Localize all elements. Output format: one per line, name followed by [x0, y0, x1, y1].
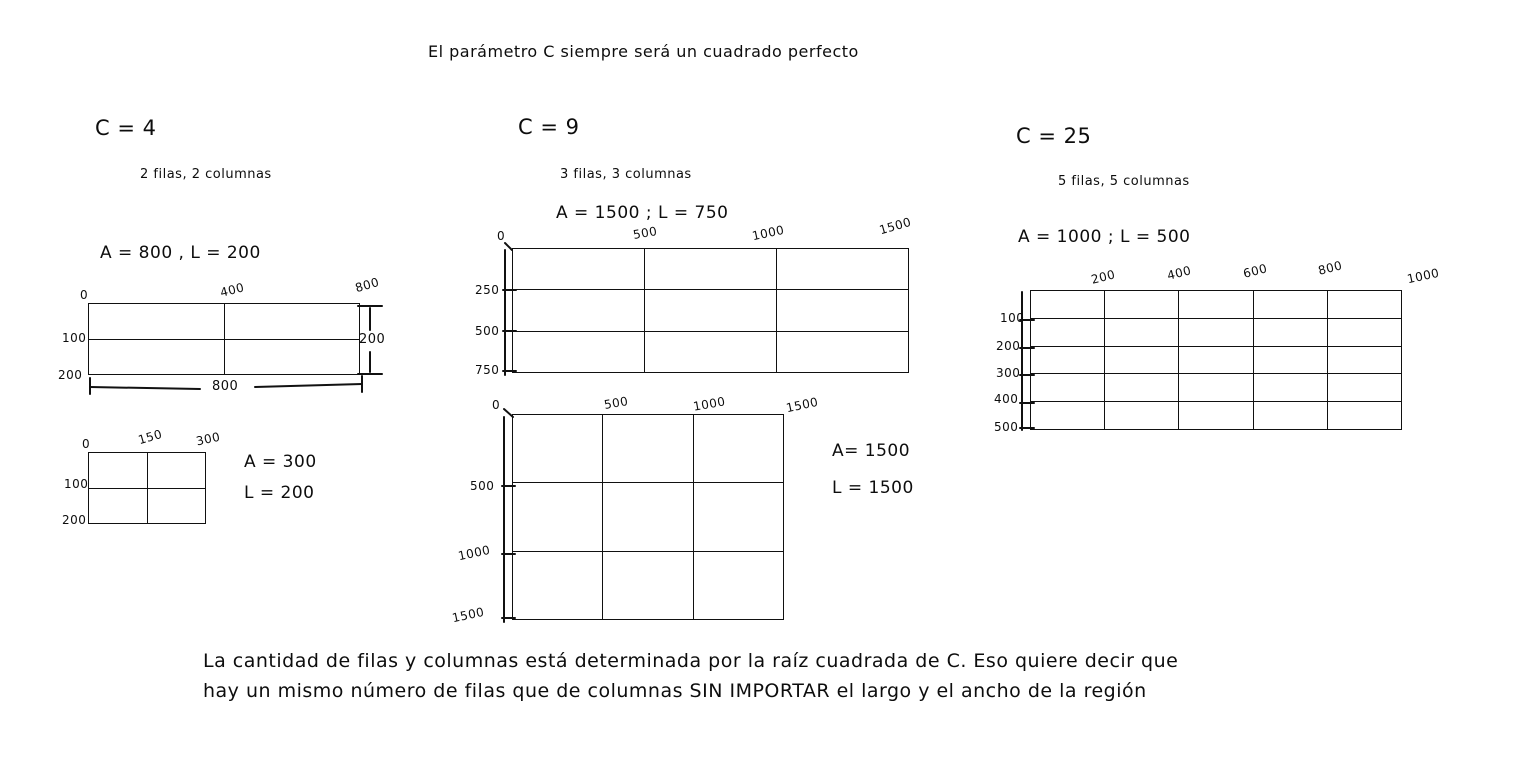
grid-cell [645, 249, 777, 290]
grid-cell [1105, 291, 1179, 319]
grid-cell [777, 332, 909, 373]
axis-y-tick: 200 [996, 339, 1021, 353]
label-a-c4-second: A = 300 [244, 452, 317, 472]
label-a-c9-second: A= 1500 [832, 441, 911, 461]
axis-x-tick: 1500 [877, 214, 913, 238]
grid-cell [89, 489, 148, 525]
grid-cell [225, 340, 361, 376]
axis-y-tick: 250 [475, 283, 500, 297]
height-annotation-c4: 200 [359, 332, 386, 347]
grid-cell [1031, 319, 1105, 347]
axis-x-tick: 300 [194, 429, 222, 449]
axis-x-tick: 0 [492, 398, 501, 412]
axis-y-tick: 100 [62, 331, 87, 345]
grid-cell [1105, 319, 1179, 347]
case-dims-c4: A = 800 , L = 200 [100, 243, 261, 263]
grid-cell [1105, 374, 1179, 402]
axis-x-tick: 0 [80, 288, 89, 302]
axis-x-tick: 150 [136, 426, 164, 448]
grid-c9-second [512, 414, 784, 620]
grid-cell [1254, 291, 1328, 319]
grid-cell [1179, 402, 1253, 430]
grid-c9-main [512, 248, 909, 373]
footer-line-2: hay un mismo número de filas que de columnas SIN IMPORTAR el largo y el ancho de la región [203, 680, 1147, 702]
case-title-c25: C = 25 [1016, 124, 1092, 148]
axis-y-tick: 1500 [450, 604, 486, 626]
grid-cell [225, 304, 361, 340]
axis-y-tick: 500 [470, 479, 495, 493]
grid-cell [603, 415, 693, 483]
grid-cell [1105, 347, 1179, 375]
grid-cell [1254, 319, 1328, 347]
grid-cell [1328, 374, 1402, 402]
grid-cell [777, 290, 909, 331]
case-title-c4: C = 4 [95, 116, 157, 140]
grid-cell [513, 249, 645, 290]
width-annotation-c4: 800 [212, 379, 239, 394]
axis-y-tick: 100 [1000, 311, 1025, 325]
grid-cell [1179, 347, 1253, 375]
grid-cell [148, 489, 207, 525]
grid-cell [1031, 374, 1105, 402]
grid-cell [603, 483, 693, 551]
axis-x-tick: 200 [1089, 267, 1117, 287]
grid-cell [89, 304, 225, 340]
grid-c4-main [88, 303, 360, 375]
grid-cell [777, 249, 909, 290]
case-dims-c25: A = 1000 ; L = 500 [1018, 227, 1191, 247]
grid-cell [1254, 347, 1328, 375]
case-subtitle-c9: 3 filas, 3 columnas [560, 167, 692, 182]
axis-x-tick: 500 [602, 393, 630, 413]
grid-cell [1179, 374, 1253, 402]
axis-y-tick: 750 [475, 363, 500, 377]
grid-c4-second [88, 452, 206, 524]
grid-cell [603, 552, 693, 620]
grid-cell [1328, 347, 1402, 375]
grid-cell [645, 332, 777, 373]
footer-line-1: La cantidad de filas y columnas está determinada por la raíz cuadrada de C. Eso quiere decir que [203, 650, 1179, 672]
case-subtitle-c25: 5 filas, 5 columnas [1058, 174, 1190, 189]
grid-cell [148, 453, 207, 489]
case-subtitle-c4: 2 filas, 2 columnas [140, 167, 272, 182]
grid-cell [1105, 402, 1179, 430]
axis-x-tick: 1500 [784, 394, 820, 416]
axis-x-tick: 1000 [1405, 265, 1441, 287]
grid-cell [89, 453, 148, 489]
grid-cell [1254, 402, 1328, 430]
grid-cell [1031, 291, 1105, 319]
grid-cell [1254, 374, 1328, 402]
axis-y-tick: 500 [994, 420, 1019, 434]
grid-cell [1179, 291, 1253, 319]
axis-x-tick: 1000 [692, 394, 727, 414]
grid-c25-main [1030, 290, 1402, 430]
axis-x-tick: 400 [218, 280, 246, 300]
page-caption: El parámetro C siempre será un cuadrado perfecto [428, 42, 859, 61]
axis-y-tick: 500 [475, 324, 500, 338]
grid-cell [645, 290, 777, 331]
grid-cell [513, 332, 645, 373]
axis-y-tick: 400 [994, 392, 1019, 406]
grid-cell [1328, 319, 1402, 347]
case-dims-c9: A = 1500 ; L = 750 [556, 203, 729, 223]
axis-y-tick: 1000 [456, 542, 492, 564]
grid-cell [694, 415, 784, 483]
axis-x-tick: 400 [1165, 263, 1193, 283]
axis-x-tick: 600 [1241, 261, 1269, 281]
grid-cell [513, 415, 603, 483]
grid-cell [513, 483, 603, 551]
axis-y-tick: 100 [64, 477, 89, 491]
axis-x-tick: 0 [82, 437, 91, 451]
label-l-c4-second: L = 200 [244, 483, 315, 503]
grid-cell [1328, 291, 1402, 319]
grid-cell [1031, 347, 1105, 375]
label-l-c9-second: L = 1500 [832, 478, 914, 498]
axis-x-tick: 800 [1316, 258, 1344, 278]
grid-cell [89, 340, 225, 376]
grid-cell [513, 290, 645, 331]
axis-x-tick: 500 [631, 223, 659, 243]
grid-cell [694, 552, 784, 620]
axis-y-tick: 200 [58, 368, 83, 382]
grid-cell [1328, 402, 1402, 430]
axis-x-tick: 1000 [750, 222, 786, 244]
case-title-c9: C = 9 [518, 115, 580, 139]
axis-y-tick: 200 [62, 513, 87, 527]
axis-x-tick: 0 [497, 229, 506, 243]
grid-cell [513, 552, 603, 620]
grid-cell [1179, 319, 1253, 347]
axis-y-tick: 300 [996, 366, 1021, 380]
grid-cell [694, 483, 784, 551]
axis-x-tick: 800 [353, 274, 381, 296]
grid-cell [1031, 402, 1105, 430]
